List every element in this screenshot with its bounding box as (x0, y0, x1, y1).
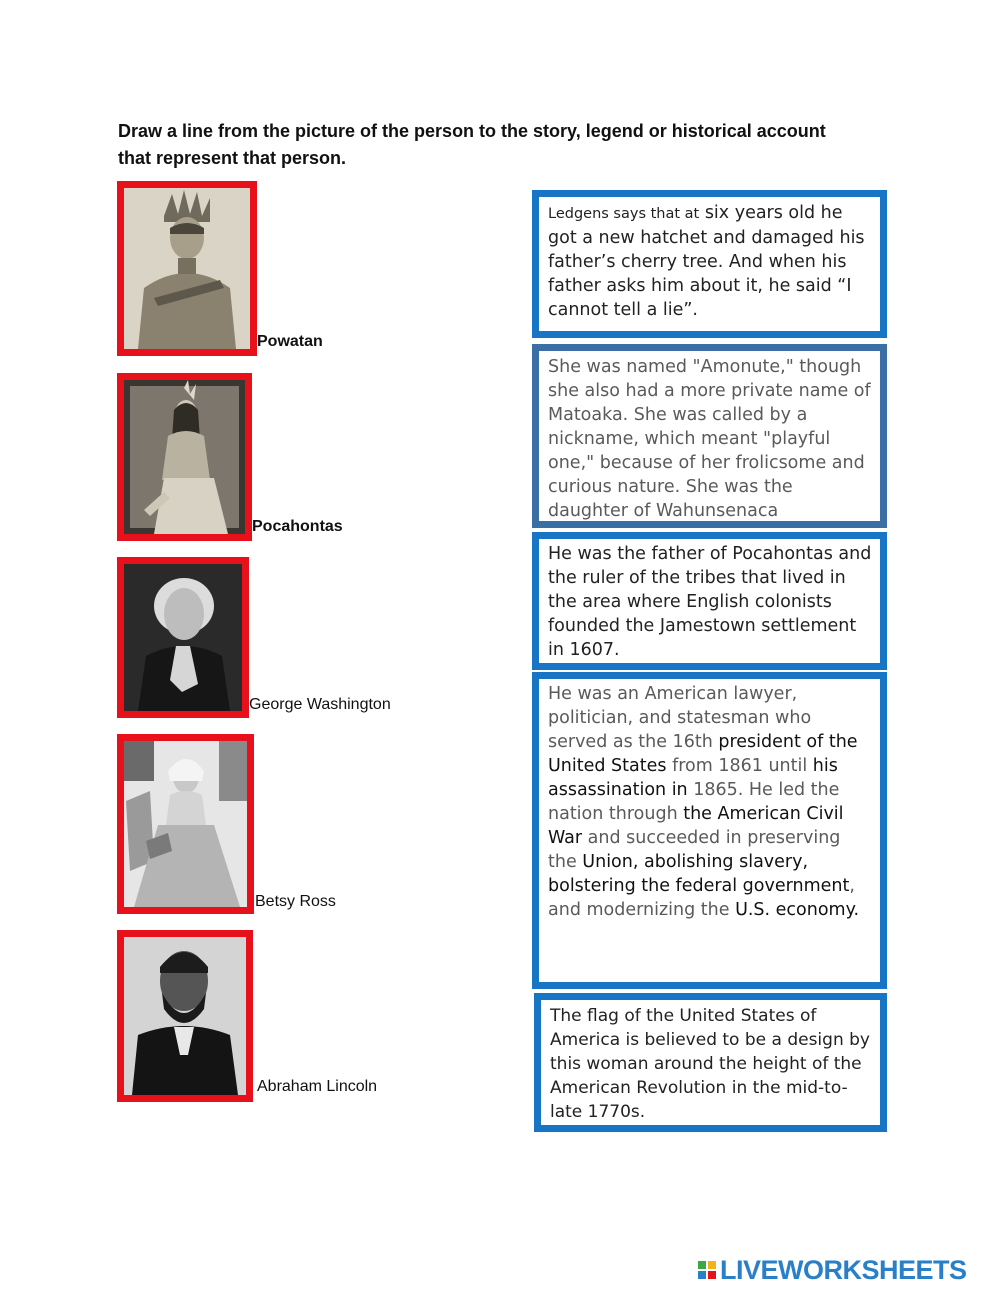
story-link: his assassination (548, 756, 838, 800)
story-link: U.S. economy (735, 900, 854, 920)
story-text: The flag of the United States of America is believed to be a design by this woman around the height of the American Revolution in the mid-to-late 1770s. (550, 1006, 870, 1122)
story-link: abolishing slavery (644, 852, 803, 872)
story-link: president of the United States (548, 732, 858, 776)
story-link: Union (582, 852, 633, 872)
story-text: He was the father of Pocahontas and the ruler of the tribes that lived in the area where English colonists founded the Jamestown settlement in 1607. (548, 544, 872, 660)
story-text: in (666, 780, 694, 800)
portrait-george-washington-icon (124, 564, 242, 711)
story-text: , (632, 852, 644, 872)
person-name-powatan: Powatan (257, 333, 323, 350)
story-box-16th-president[interactable] (532, 672, 887, 989)
story-text: six years old he got a new hatchet and damaged his father’s cherry tree. And when his father asks him about it, he said “I cannot tell a lie”. (548, 203, 865, 320)
liveworksheets-logo (698, 1253, 967, 1287)
portrait-abraham-lincoln-icon (124, 937, 246, 1095)
story-prefix: Ledgens says that at (548, 206, 700, 222)
person-name-pocahontas: Pocahontas (252, 518, 343, 535)
story-text: She was named "Amonute," though she also had a more private name of Matoaka. She was called by a nickname, which meant "playful one," because of her frolicsome and curious nature. She was the daughter of Wahunsenaca (548, 357, 871, 521)
instructions: Draw a line from the picture of the person to the story, legend or historical account that represent that person. (118, 121, 826, 168)
portrait-betsy-ross[interactable] (117, 734, 254, 914)
person-name-george-washington: George Washington (249, 696, 391, 713)
story-text: and succeeded in preserving the (548, 828, 841, 872)
story-link: federal government (675, 876, 850, 896)
portrait-abraham-lincoln[interactable] (117, 930, 253, 1102)
portrait-powatan[interactable] (117, 181, 257, 356)
story-link: the American Civil War (548, 804, 844, 848)
story-text: 1865 (693, 780, 738, 800)
portrait-pocahontas[interactable] (117, 373, 252, 541)
portrait-powatan-icon (124, 188, 250, 349)
story-text: , and modernizing the (548, 876, 855, 920)
story-box-cherry-tree[interactable] (532, 190, 887, 338)
story-text: . He led the nation through (548, 780, 840, 824)
portrait-pocahontas-icon (124, 380, 245, 534)
story-text: from 1861 until (666, 756, 813, 776)
story-text: . (853, 900, 860, 920)
logo-text: LIVEWORKSHEETS (720, 1254, 967, 1285)
person-name-abraham-lincoln: Abraham Lincoln (257, 1078, 378, 1095)
story-text: He was an American lawyer, politician, and statesman who served as the 16th (548, 684, 812, 752)
story-box-father-of-pocahontas[interactable] (532, 532, 887, 670)
story-box-flag-design[interactable] (534, 993, 887, 1132)
story-box-amonute[interactable] (532, 344, 887, 528)
portrait-george-washington[interactable] (117, 557, 249, 718)
portrait-betsy-ross-icon (124, 741, 247, 907)
liveworksheets-logo-icon (698, 1261, 716, 1279)
person-name-betsy-ross: Betsy Ross (255, 893, 336, 910)
story-text: , bolstering the (548, 852, 809, 896)
